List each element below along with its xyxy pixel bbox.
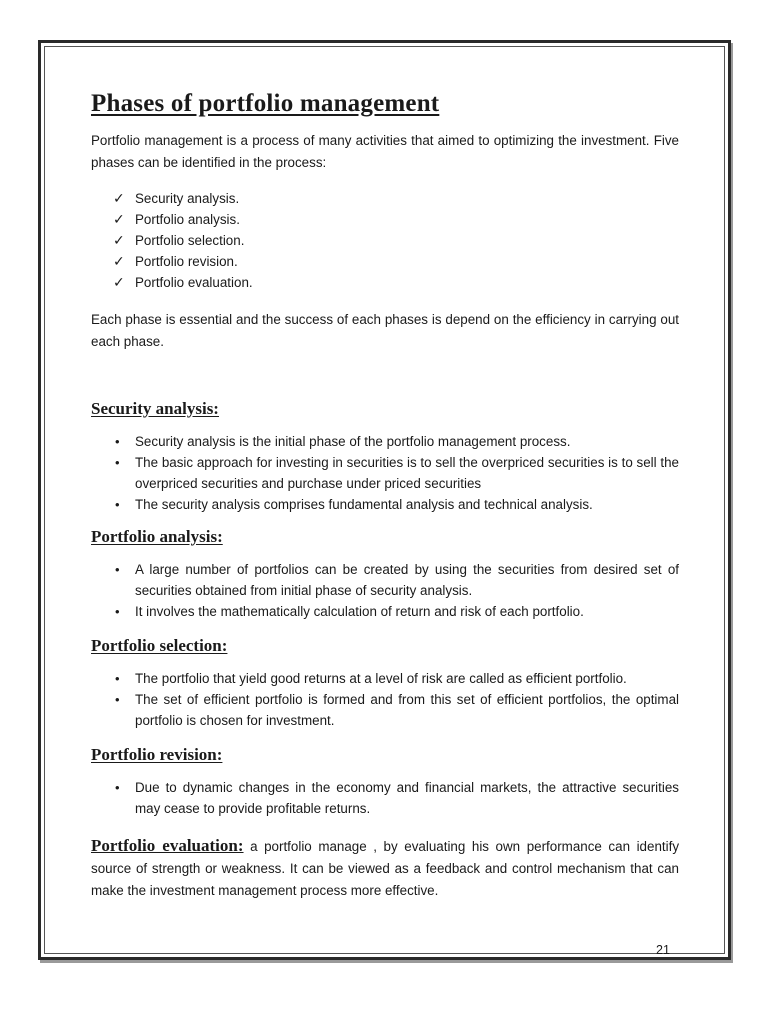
bullet-icon: • xyxy=(115,780,120,795)
portfolio-analysis-heading: Portfolio analysis: xyxy=(91,527,223,546)
document-body xyxy=(91,90,679,902)
portfolio-evaluation-paragraph xyxy=(91,835,679,902)
list-item xyxy=(115,668,679,689)
phase-item-label: Security analysis. xyxy=(135,191,240,206)
list-item-text: The security analysis comprises fundamental analysis and technical analysis. xyxy=(135,497,593,512)
phase-item-label: Portfolio analysis. xyxy=(135,212,240,227)
list-item xyxy=(115,777,679,819)
list-item xyxy=(115,431,679,452)
bullet-icon: • xyxy=(115,455,120,470)
portfolio-evaluation-text: a portfolio manage , by evaluating his own performance can identify source of strength or weakness. It can be viewed as a feedback and control mechanism that can make the investment management process more effective. xyxy=(91,839,680,898)
security-analysis-list xyxy=(115,431,679,515)
page-number: 21 xyxy=(656,943,670,957)
checkmark-icon: ✓ xyxy=(113,211,125,227)
phase-item xyxy=(113,230,679,251)
phase-item-label: Portfolio revision. xyxy=(135,254,238,269)
checkmark-icon: ✓ xyxy=(113,232,125,248)
portfolio-revision-list xyxy=(115,777,679,819)
bullet-icon: • xyxy=(115,497,120,512)
phase-item xyxy=(113,209,679,230)
portfolio-analysis-list xyxy=(115,559,679,622)
phase-item-label: Portfolio selection. xyxy=(135,233,245,248)
phase-list xyxy=(113,188,679,293)
portfolio-revision-heading: Portfolio revision: xyxy=(91,745,223,764)
checkmark-icon: ✓ xyxy=(113,274,125,290)
phase-item xyxy=(113,188,679,209)
page-title: Phases of portfolio management xyxy=(91,90,440,117)
list-item-text: The basic approach for investing in securities is to sell the overpriced securities is to sell the overpriced securities and purchase under priced securities xyxy=(135,455,679,491)
phase-item-label: Portfolio evaluation. xyxy=(135,275,253,290)
list-item-text: The set of efficient portfolio is formed and from this set of efficient portfolios, the optimal portfolio is chosen for investment. xyxy=(135,692,679,728)
bullet-icon: • xyxy=(115,562,120,577)
list-item xyxy=(115,689,679,731)
list-item-text: The portfolio that yield good returns at a level of risk are called as efficient portfolio. xyxy=(135,671,627,686)
intro-paragraph: Portfolio management is a process of many activities that aimed to optimizing the investment. Five phases can be identified in the process: xyxy=(91,133,679,170)
list-item-text: A large number of portfolios can be created by using the securities from desired set of securities obtained from initial phase of security analysis. xyxy=(135,562,679,598)
bullet-icon: • xyxy=(115,434,120,449)
phase-item xyxy=(113,272,679,293)
portfolio-evaluation-heading: Portfolio evaluation: xyxy=(91,836,244,855)
bullet-icon: • xyxy=(115,604,120,619)
list-item-text: Security analysis is the initial phase of the portfolio management process. xyxy=(135,434,571,449)
list-item xyxy=(115,559,679,601)
portfolio-selection-list xyxy=(115,668,679,731)
bullet-icon: • xyxy=(115,671,120,686)
list-item xyxy=(115,601,679,622)
checkmark-icon: ✓ xyxy=(113,190,125,206)
bullet-icon: • xyxy=(115,692,120,707)
checkmark-icon: ✓ xyxy=(113,253,125,269)
portfolio-selection-heading: Portfolio selection: xyxy=(91,636,228,655)
list-item xyxy=(115,452,679,494)
list-item-text: Due to dynamic changes in the economy and financial markets, the attractive securities may cease to provide profitable returns. xyxy=(135,780,679,816)
phase-item xyxy=(113,251,679,272)
security-analysis-heading: Security analysis: xyxy=(91,399,219,418)
list-item xyxy=(115,494,679,515)
list-item-text: It involves the mathematically calculation of return and risk of each portfolio. xyxy=(135,604,584,619)
summary-paragraph: Each phase is essential and the success of each phases is depend on the efficiency in carrying out each phase. xyxy=(91,312,679,349)
